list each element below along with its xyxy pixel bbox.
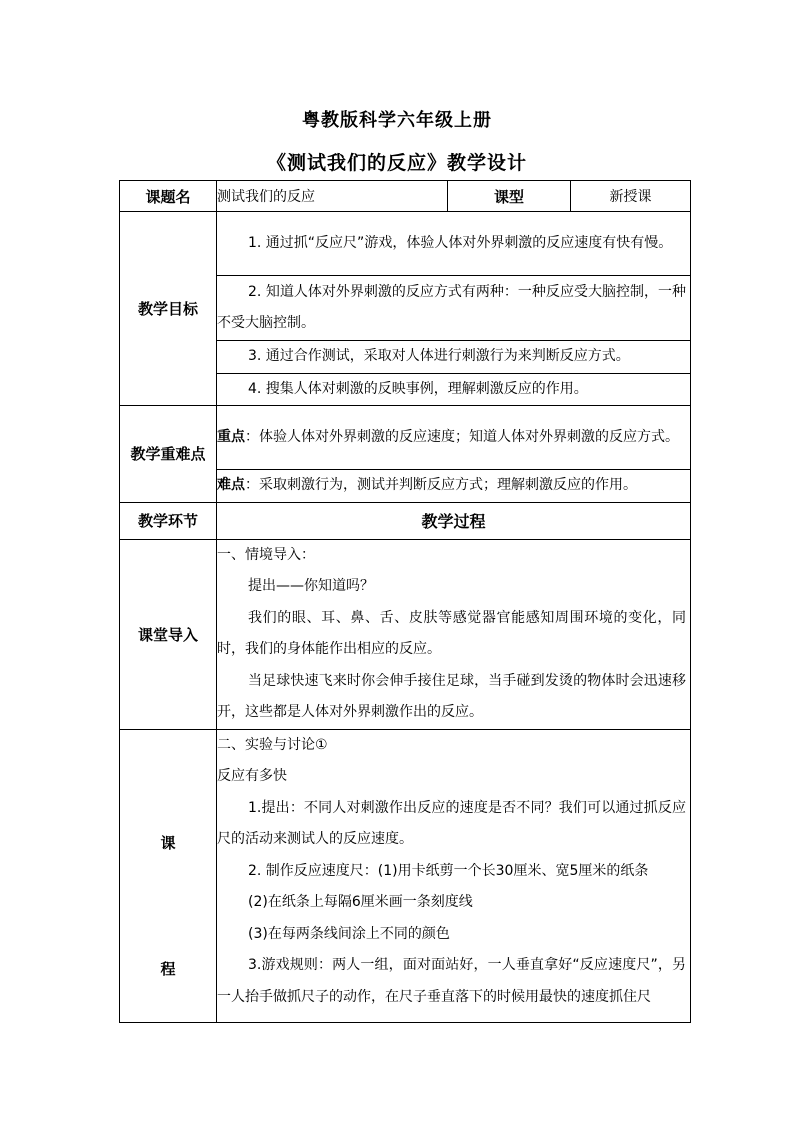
objective-text: 4. 搜集人体对刺激的反映事例，理解刺激反应的作用。	[248, 380, 588, 397]
course-type-label: 课型	[448, 181, 571, 212]
process-line: 3.游戏规则：两人一组，面对面站好，一人垂直拿好“反应速度尺”，另一人抬手做抓尺子的动作，在尺子垂直落下的时候用最快的速度抓住尺	[217, 957, 686, 1005]
objective-item	[217, 212, 691, 276]
key-point-body: ：体验人体对外界刺激的反应速度；知道人体对外界刺激的反应方式。	[245, 428, 679, 445]
process-line: 2. 制作反应速度尺：(1)用卡纸剪一个长30厘米、宽5厘米的纸条	[248, 862, 649, 879]
header-row	[120, 181, 691, 212]
course-name-value: 测试我们的反应	[217, 181, 448, 212]
objective-item	[217, 373, 691, 406]
process-label	[120, 729, 217, 1022]
intro-content	[217, 539, 691, 729]
key-point-cell	[217, 406, 691, 470]
key-point-text	[217, 422, 690, 454]
document-subtitle: 《测试我们的反应》教学设计	[266, 152, 527, 174]
difficult-point-body: ：采取刺激行为，测试并判断反应方式；理解刺激反应的作用。	[245, 477, 637, 493]
objective-text: 2. 知道人体对外界刺激的反应方式有两种：一种反应受大脑控制，一种不受大脑控制。	[217, 283, 686, 331]
process-heading: 二、实验与讨论①	[217, 736, 328, 753]
process-subheading: 反应有多快	[217, 768, 287, 784]
objective-item	[217, 341, 691, 374]
process-line: (3)在每两条线间涂上不同的颜色	[248, 925, 450, 942]
process-label-char: 程	[160, 959, 176, 978]
intro-line: 当足球快速飞来时你会伸手接住足球，当手碰到发烫的物体时会迅速移开，这些都是人体对外界刺激作出的反应。	[217, 672, 686, 720]
difficult-point-cell	[217, 470, 691, 503]
objectives-label: 教学目标	[120, 212, 217, 406]
key-points-label: 教学重难点	[120, 406, 217, 503]
process-line: (2)在纸条上每隔6厘米画一条刻度线	[248, 894, 473, 910]
difficult-point-text	[217, 470, 690, 502]
course-name-label: 课题名	[120, 181, 217, 212]
difficult-point-label: 难点	[217, 477, 245, 493]
objective-text: 1. 通过抓“反应尺”游戏，体验人体对外界刺激的反应速度有快有慢。	[248, 234, 673, 251]
process-content	[217, 729, 691, 1022]
stage-header: 教学环节	[120, 502, 217, 539]
intro-line: 我们的眼、耳、鼻、舌、皮肤等感觉器官能感知周围环境的变化，同时，我们的身体能作出相应的反应。	[217, 609, 686, 657]
process-label-char: 课	[160, 833, 176, 852]
intro-label: 课堂导入	[120, 539, 217, 729]
objective-item	[217, 276, 691, 341]
objective-text: 3. 通过合作测试，采取对人体进行刺激行为来判断反应方式。	[248, 348, 630, 364]
lesson-plan-table	[119, 180, 691, 1023]
process-header: 教学过程	[217, 502, 691, 539]
key-point-label: 重点	[217, 428, 245, 445]
document-title: 粤教版科学六年级上册	[302, 110, 492, 131]
intro-line: 提出——你知道吗？	[248, 578, 374, 594]
intro-heading: 一、情境导入：	[217, 546, 315, 563]
process-line: 1.提出：不同人对刺激作出反应的速度是否不同？我们可以通过抓反应尺的活动来测试人的反应速度。	[217, 799, 686, 847]
course-type-value: 新授课	[571, 181, 691, 212]
